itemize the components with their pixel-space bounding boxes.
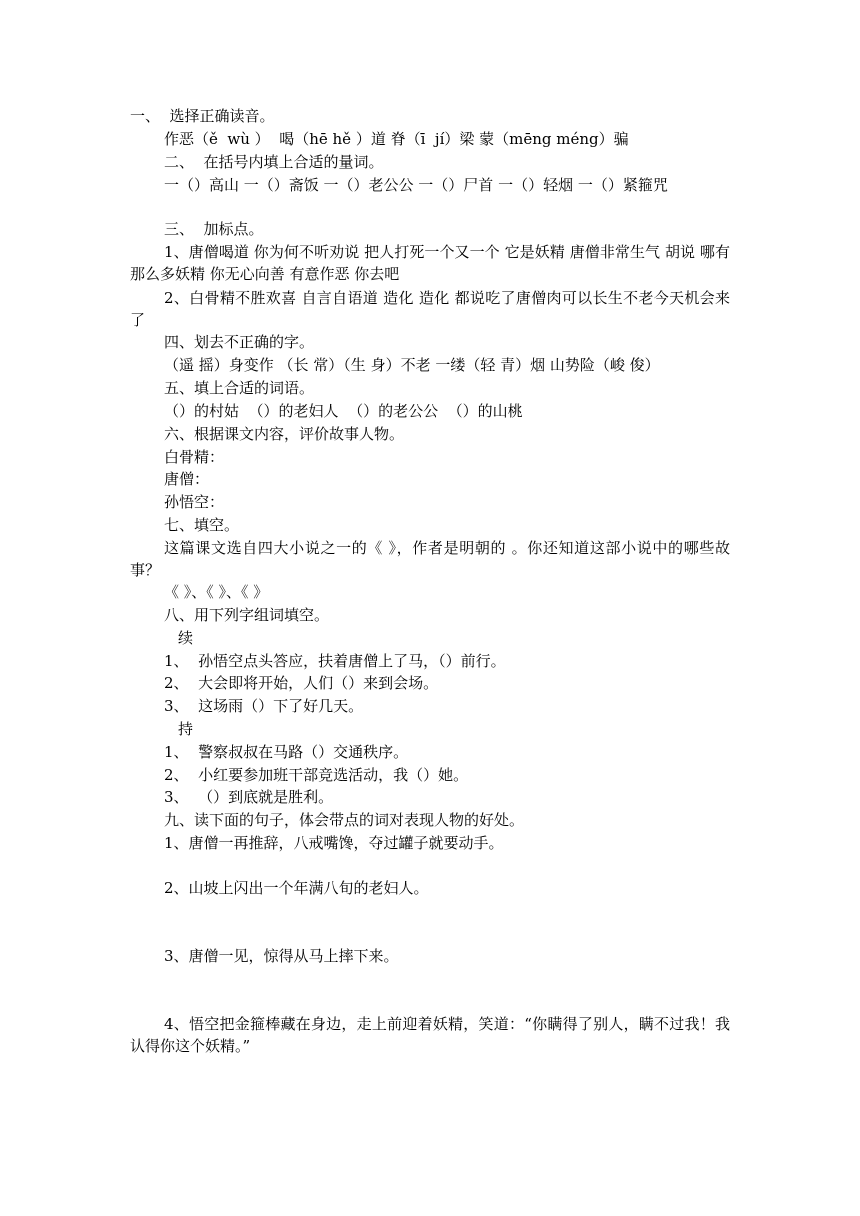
punctuation-item-1: 1、唐僧喝道 你为何不听劝说 把人打死一个又一个 它是妖精 唐僧非常生气 胡说 哪有那么多妖精 你无心向善 有意作恶 你去吧 [130,243,730,283]
punctuation-item-2: 2、白骨精不胜欢喜 自言自语道 造化 造化 都说吃了唐僧肉可以长生不老今天机会来了 [130,289,730,329]
character-sunwukong: 孙悟空： [164,493,225,511]
story-title-blanks: 《 》、《 》、《 》 [164,583,269,601]
section-9-heading: 九、读下面的句子，体会带点的词对表现人物的好处。 [164,811,525,829]
xu-item-3: 3、 这场雨（）下了好几天。 [164,697,364,715]
section-5-heading: 五、填上合适的词语。 [164,379,315,397]
character-tangseng: 唐僧： [164,470,210,488]
section-8-heading: 八、用下列字组词填空。 [164,606,330,624]
chi-item-3: 3、 （）到底就是胜利。 [164,788,334,806]
section-6-heading: 六、根据课文内容，评价故事人物。 [164,425,405,443]
fill-word-items: （）的村姑 （）的老妇人 （）的老公公 （）的山桃 [164,402,523,420]
xu-item-2: 2、 大会即将开始，人们（）来到会场。 [164,674,439,692]
word-chi-label: 持 [178,720,194,738]
section-4-heading: 四、划去不正确的字。 [164,333,315,351]
pinyin-choices: 作恶（ě wù ） 喝（hē hě ）道 脊（ī jí）梁 蒙（mēng méng）骗 [164,130,629,148]
xu-item-1: 1、 孙悟空点头答应，扶着唐僧上了马，（）前行。 [164,652,506,670]
sentence-4: 4、悟空把金箍棒藏在身边，走上前迎着妖精，笑道：“你瞒得了别人，瞒不过我！我认得你这个妖精。” [130,1015,730,1055]
measure-word-items: 一（）高山 一（）斋饭 一（）老公公 一（）尸首 一（）轻烟 一（）紧箍咒 [164,176,668,194]
sentence-1: 1、唐僧一再推辞，八戒嘴馋，夺过罐子就要动手。 [164,834,504,852]
section-7-heading: 七、填空。 [164,516,240,534]
word-xu-label: 续 [178,629,194,647]
chi-item-1: 1、 警察叔叔在马路（）交通秩序。 [164,743,409,761]
wrong-char-items: （遥 摇）身变作 （长 常）（生 身）不老 一缕（轻 青）烟 山势险（峻 俊） [164,356,660,374]
sentence-3: 3、唐僧一见，惊得从马上摔下来。 [164,947,399,965]
chi-item-2: 2、 小红要参加班干部竞选活动，我（）她。 [164,766,469,784]
fill-blank-question: 这篇课文选自四大小说之一的《 》，作者是明朝的 。你还知道这部小说中的哪些故事？ [130,539,730,579]
character-baigujing: 白骨精： [164,448,225,466]
section-3-heading: 三、 加标点。 [164,220,264,238]
sentence-2: 2、山坡上闪出一个年满八旬的老妇人。 [164,879,429,897]
section-2-heading: 二、 在括号内填上合适的量词。 [164,153,384,171]
section-1-heading: 一、 选择正确读音。 [130,107,275,125]
